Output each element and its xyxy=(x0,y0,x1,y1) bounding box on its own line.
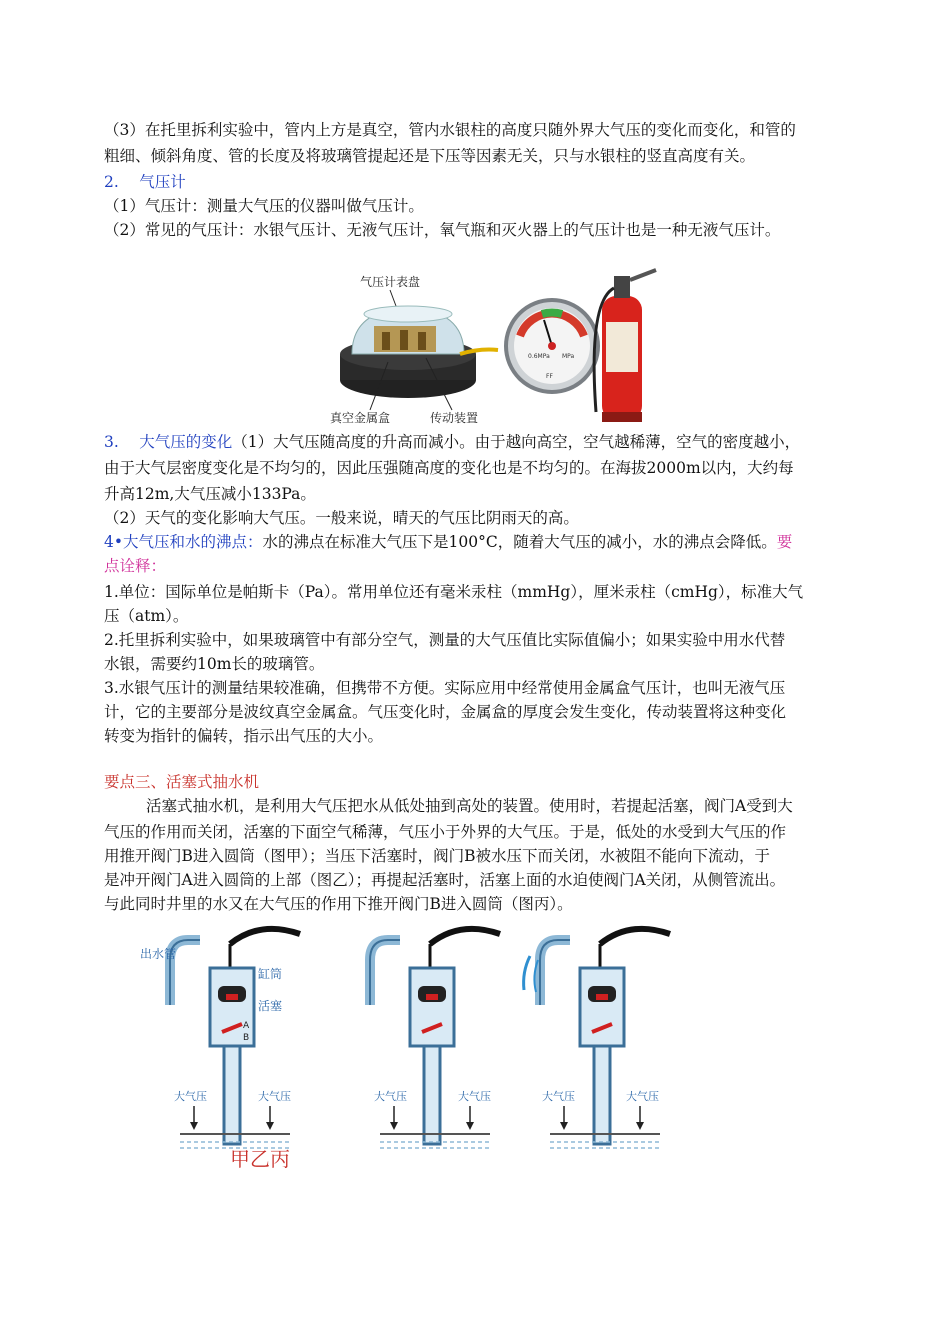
boiling-point-line xyxy=(104,532,792,552)
piston-pump-p5: 与此同时井里的水又在大气压的作用下推开阀门B进入圆筒（图丙）。 xyxy=(104,895,573,913)
piston-pump-p3: 用推开阀门B进入圆筒（图甲）；当压下活塞时，阀门B被水压下而关闭，水被阻不能向下流动，于 xyxy=(104,847,771,865)
heading-atmospheric-change: 3. 大气压的变化 xyxy=(104,433,233,451)
heading-piston-pump: 要点三、活塞式抽水机 xyxy=(104,773,260,791)
note-1a: 1.单位：国际单位是帕斯卡（Pa）。常用单位还有毫米汞柱（mmHg），厘米汞柱（cmHg），标准大气 xyxy=(104,583,804,601)
heading-boiling-point: 4•大气压和水的沸点： xyxy=(104,533,263,551)
piston-pump-p1: 活塞式抽水机，是利用大气压把水从低处抽到高处的装置。使用时，若提起活塞，阀门A受到大 xyxy=(146,797,793,815)
key-points-label-a: 要 xyxy=(776,533,793,551)
barometer-item-2: （2）常见的气压计：水银气压计、无液气压计，氧气瓶和灭火器上的气压计也是一种无液气压计。 xyxy=(104,221,781,239)
paragraph-torricelli-3b: 粗细、倾斜角度、管的长度及将玻璃管提起还是下压等因素无关，只与水银柱的竖直高度有关。 xyxy=(104,147,756,165)
piston-pump-figure xyxy=(130,920,690,1170)
note-3b: 计，它的主要部分是波纹真空金属盒。气压变化时，金属盒的厚度会发生变化，传动装置将这种变化 xyxy=(104,703,787,721)
piston-pump-p2: 气压的作用而关闭，活塞的下面空气稀薄，气压小于外界的大气压。于是，低处的水受到大气压的作 xyxy=(104,823,787,841)
gauge-label-right: MPa xyxy=(562,353,575,360)
note-3a: 3.水银气压计的测量结果较准确，但携带不方便。实际应用中经常使用金属盒气压计，也叫无液气压 xyxy=(104,679,786,697)
atmospheric-change-line-4: （2）天气的变化影响大气压。一般来说，晴天的气压比阴雨天的高。 xyxy=(104,509,579,527)
label-atm-3r: 大气压 xyxy=(626,1090,659,1103)
key-points-label-b: 点诠释： xyxy=(104,557,167,575)
figure-label-transmission: 传动装置 xyxy=(430,411,479,425)
atmospheric-change-line-2: 由于大气层密度变化是不均匀的，因此压强随高度的变化也是不均匀的。在海拔2000m以内，大约每 xyxy=(104,459,794,477)
figure-caption: 甲乙丙 xyxy=(230,1147,290,1170)
note-1b: 压（atm）。 xyxy=(104,607,189,625)
label-atm-2r: 大气压 xyxy=(458,1090,491,1103)
label-cylinder: 缸筒 xyxy=(258,967,283,981)
figure-label-dial: 气压计表盘 xyxy=(360,275,421,289)
label-piston: 活塞 xyxy=(258,999,283,1013)
barometer-figure xyxy=(330,262,660,432)
atmospheric-change-text-1: （1）大气压随高度的升高而减小。由于越向高空，空气越稀薄，空气的密度越小， xyxy=(232,433,801,451)
label-atm-3l: 大气压 xyxy=(542,1090,575,1103)
boiling-point-text: 水的沸点在标准大气压下是100°C，随着大气压的减小，水的沸点会降低。 xyxy=(262,533,777,551)
label-atm-1r: 大气压 xyxy=(258,1090,291,1103)
atmospheric-change-line-3: 升高12m,大气压减小133Pa。 xyxy=(104,485,316,503)
label-atm-1l: 大气压 xyxy=(174,1090,207,1103)
label-valve-a: A xyxy=(243,1021,250,1031)
label-valve-b: B xyxy=(243,1033,250,1043)
figure-label-metal-box: 真空金属盒 xyxy=(330,411,391,425)
atmospheric-change-line-1 xyxy=(104,432,800,452)
paragraph-torricelli-3a: （3）在托里拆利实验中，管内上方是真空，管内水银柱的高度只随外界大气压的变化而变化，和管的 xyxy=(104,121,796,139)
note-2b: 水银，需要约10m长的玻璃管。 xyxy=(104,655,325,673)
piston-pump-p4: 是冲开阀门A进入圆筒的上部（图乙）；再提起活塞时，活塞上面的水迫使阀门A关闭，从侧管流出。 xyxy=(104,871,786,889)
note-3c: 转变为指针的偏转，指示出气压的大小。 xyxy=(104,727,384,745)
gauge-label-left: 0.6MPa xyxy=(528,353,550,360)
note-2a: 2.托里拆利实验中，如果玻璃管中有部分空气，测量的大气压值比实际值偏小；如果实验中用水代替 xyxy=(104,631,786,649)
heading-barometer: 2. 气压计 xyxy=(104,173,186,191)
barometer-item-1: （1）气压计：测量大气压的仪器叫做气压计。 xyxy=(104,197,424,215)
gauge-label-bottom: FF xyxy=(546,373,553,380)
label-outlet-pipe: 出水管 xyxy=(140,947,177,961)
label-atm-2l: 大气压 xyxy=(374,1090,407,1103)
